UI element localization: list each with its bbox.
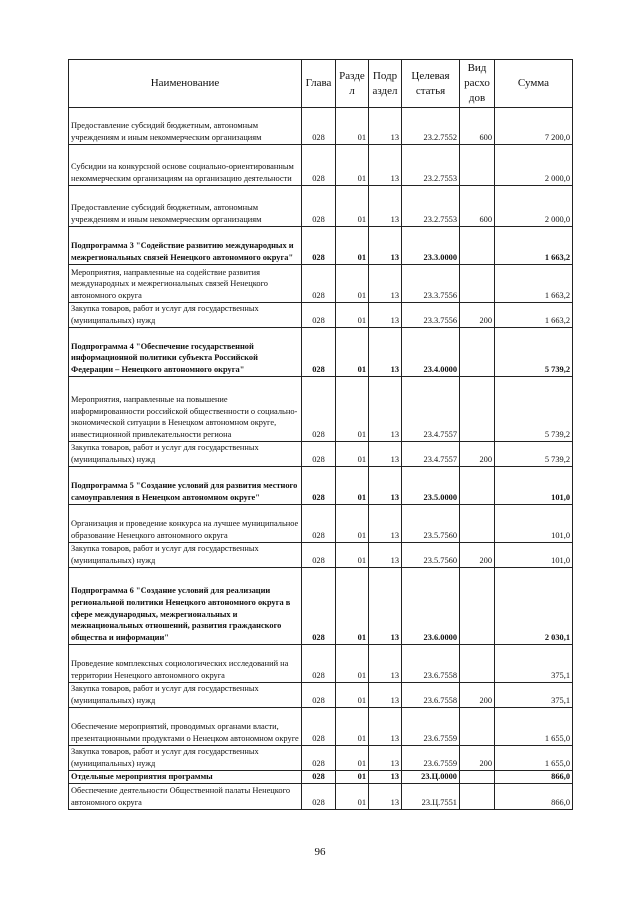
row-subsection: 13 (369, 186, 402, 227)
row-subsection: 13 (369, 683, 402, 708)
row-target: 23.Ц.0000 (402, 771, 460, 784)
row-subsection: 13 (369, 568, 402, 645)
table-row (69, 186, 573, 227)
row-type (460, 328, 495, 377)
row-subsection: 13 (369, 645, 402, 683)
row-chapter: 028 (302, 543, 336, 568)
row-subsection: 13 (369, 328, 402, 377)
row-subsection: 13 (369, 145, 402, 186)
table-row-subprogram (69, 227, 573, 265)
header-name: Наименование (69, 60, 302, 108)
row-sum: 1 655,0 (495, 746, 573, 771)
row-chapter: 028 (302, 771, 336, 784)
row-chapter: 028 (302, 186, 336, 227)
table-row-separate-measures (69, 771, 573, 784)
row-type: 200 (460, 442, 495, 467)
header-target: Целевая статья (402, 60, 460, 108)
row-section: 01 (336, 746, 369, 771)
row-type (460, 227, 495, 265)
table-row (69, 303, 573, 328)
row-sum: 5 739,2 (495, 328, 573, 377)
row-subsection: 13 (369, 227, 402, 265)
row-name: Подпрограмма 4 "Обеспечение государственной информационной политики субъекта Российской Федерации – Ненецкого автономного округа" (69, 328, 302, 377)
row-chapter: 028 (302, 145, 336, 186)
row-chapter: 028 (302, 442, 336, 467)
row-type (460, 467, 495, 505)
row-subsection: 13 (369, 505, 402, 543)
row-subsection: 13 (369, 108, 402, 145)
row-name: Закупка товаров, работ и услуг для государственных (муниципальных) нужд (69, 683, 302, 708)
row-name: Организация и проведение конкурса на лучшее муниципальное образование Ненецкого автономного округа (69, 505, 302, 543)
row-target: 23.4.7557 (402, 377, 460, 442)
row-section: 01 (336, 771, 369, 784)
row-type: 200 (460, 543, 495, 568)
row-section: 01 (336, 568, 369, 645)
row-chapter: 028 (302, 108, 336, 145)
table-row (69, 543, 573, 568)
row-section: 01 (336, 784, 369, 810)
row-target: 23.6.7558 (402, 683, 460, 708)
row-subsection: 13 (369, 543, 402, 568)
row-target: 23.4.7557 (402, 442, 460, 467)
row-type (460, 505, 495, 543)
row-target: 23.3.7556 (402, 265, 460, 303)
row-sum: 375,1 (495, 645, 573, 683)
header-section: Разде л (336, 60, 369, 108)
table-row (69, 505, 573, 543)
row-subsection: 13 (369, 746, 402, 771)
row-type (460, 708, 495, 746)
row-sum: 101,0 (495, 505, 573, 543)
row-type: 200 (460, 683, 495, 708)
row-name: Предоставление субсидий бюджетным, автономным учреждениям и иным некоммерческим организациям (69, 186, 302, 227)
row-sum: 1 655,0 (495, 708, 573, 746)
row-type (460, 377, 495, 442)
row-type (460, 645, 495, 683)
header-chapter: Глава (302, 60, 336, 108)
row-chapter: 028 (302, 784, 336, 810)
row-chapter: 028 (302, 467, 336, 505)
row-type: 600 (460, 186, 495, 227)
row-section: 01 (336, 467, 369, 505)
table-row-subprogram (69, 328, 573, 377)
row-sum: 1 663,2 (495, 265, 573, 303)
row-target: 23.3.0000 (402, 227, 460, 265)
row-section: 01 (336, 708, 369, 746)
row-subsection: 13 (369, 784, 402, 810)
row-section: 01 (336, 543, 369, 568)
row-target: 23.5.7560 (402, 505, 460, 543)
row-sum: 1 663,2 (495, 303, 573, 328)
page-number: 96 (314, 846, 326, 858)
row-target: 23.3.7556 (402, 303, 460, 328)
row-name: Закупка товаров, работ и услуг для государственных (муниципальных) нужд (69, 746, 302, 771)
row-type (460, 265, 495, 303)
row-type: 200 (460, 303, 495, 328)
row-subsection: 13 (369, 442, 402, 467)
row-subsection: 13 (369, 303, 402, 328)
row-target: 23.6.7559 (402, 746, 460, 771)
row-subsection: 13 (369, 771, 402, 784)
row-sum: 101,0 (495, 543, 573, 568)
table-row (69, 442, 573, 467)
row-subsection: 13 (369, 467, 402, 505)
row-name: Закупка товаров, работ и услуг для государственных (муниципальных) нужд (69, 442, 302, 467)
row-sum: 5 739,2 (495, 377, 573, 442)
table-row (69, 683, 573, 708)
row-section: 01 (336, 442, 369, 467)
table-row-subprogram (69, 568, 573, 645)
table-row (69, 145, 573, 186)
row-target: 23.5.7560 (402, 543, 460, 568)
row-section: 01 (336, 145, 369, 186)
row-section: 01 (336, 186, 369, 227)
table-row (69, 108, 573, 145)
row-section: 01 (336, 505, 369, 543)
row-chapter: 028 (302, 377, 336, 442)
row-sum: 2 000,0 (495, 145, 573, 186)
row-name: Закупка товаров, работ и услуг для государственных (муниципальных) нужд (69, 543, 302, 568)
row-chapter: 028 (302, 265, 336, 303)
row-sum: 2 030,1 (495, 568, 573, 645)
row-name: Подпрограмма 5 "Создание условий для развития местного самоуправления в Ненецком автономном округе" (69, 467, 302, 505)
row-subsection: 13 (369, 265, 402, 303)
row-name: Предоставление субсидий бюджетным, автономным учреждениям и иным некоммерческим организациям (69, 108, 302, 145)
row-section: 01 (336, 303, 369, 328)
row-sum: 375,1 (495, 683, 573, 708)
row-section: 01 (336, 328, 369, 377)
row-sum: 2 000,0 (495, 186, 573, 227)
header-type: Вид расхо дов (460, 60, 495, 108)
row-section: 01 (336, 683, 369, 708)
row-chapter: 028 (302, 683, 336, 708)
table-row (69, 377, 573, 442)
table-row (69, 746, 573, 771)
row-target: 23.Ц.7551 (402, 784, 460, 810)
row-name: Обеспечение деятельности Общественной палаты Ненецкого автономного округа (69, 784, 302, 810)
row-type (460, 568, 495, 645)
table-header-row (69, 60, 573, 108)
row-section: 01 (336, 227, 369, 265)
row-chapter: 028 (302, 303, 336, 328)
table-row (69, 265, 573, 303)
row-target: 23.2.7553 (402, 145, 460, 186)
row-name: Закупка товаров, работ и услуг для государственных (муниципальных) нужд (69, 303, 302, 328)
table-row (69, 645, 573, 683)
row-type (460, 771, 495, 784)
budget-table (68, 59, 573, 810)
row-chapter: 028 (302, 746, 336, 771)
row-target: 23.5.0000 (402, 467, 460, 505)
row-sum: 101,0 (495, 467, 573, 505)
row-sum: 866,0 (495, 784, 573, 810)
row-name: Подпрограмма 6 "Создание условий для реализации региональной политики Ненецкого автономного округа в сфере международных, межрегиональных и межнациональных отношений, развития гражданского общества и информации" (69, 568, 302, 645)
table-row-subprogram (69, 467, 573, 505)
row-chapter: 028 (302, 328, 336, 377)
row-section: 01 (336, 377, 369, 442)
row-section: 01 (336, 645, 369, 683)
row-name: Обеспечение мероприятий, проводимых органами власти, презентационными продуктами о Ненецком автономном округе (69, 708, 302, 746)
row-chapter: 028 (302, 505, 336, 543)
row-name: Субсидии на конкурсной основе социально-ориентированным некоммерческим организациям на организацию деятельности (69, 145, 302, 186)
row-type: 200 (460, 746, 495, 771)
table-row (69, 708, 573, 746)
row-name: Проведение комплексных социологических исследований на территории Ненецкого автономного округа (69, 645, 302, 683)
row-sum: 7 200,0 (495, 108, 573, 145)
row-target: 23.6.0000 (402, 568, 460, 645)
row-type: 600 (460, 108, 495, 145)
row-subsection: 13 (369, 377, 402, 442)
row-target: 23.6.7558 (402, 645, 460, 683)
header-subsection: Подр аздел (369, 60, 402, 108)
row-type (460, 145, 495, 186)
row-sum: 5 739,2 (495, 442, 573, 467)
row-target: 23.6.7559 (402, 708, 460, 746)
row-section: 01 (336, 108, 369, 145)
row-type (460, 784, 495, 810)
row-sum: 1 663,2 (495, 227, 573, 265)
table-row (69, 784, 573, 810)
row-target: 23.2.7553 (402, 186, 460, 227)
row-name: Мероприятия, направленные на повышение информированности российской общественности о социально-экономической ситуации в Ненецком автономном округе, инвестиционной привлекательности региона (69, 377, 302, 442)
row-name: Мероприятия, направленные на содействие развития международных и межрегиональных связей Ненецкого автономного округа (69, 265, 302, 303)
row-subsection: 13 (369, 708, 402, 746)
row-target: 23.4.0000 (402, 328, 460, 377)
row-chapter: 028 (302, 568, 336, 645)
row-chapter: 028 (302, 227, 336, 265)
row-section: 01 (336, 265, 369, 303)
row-name: Подпрограмма 3 "Содействие развитию международных и межрегиональных связей Ненецкого автономного округа" (69, 227, 302, 265)
row-target: 23.2.7552 (402, 108, 460, 145)
header-sum: Сумма (495, 60, 573, 108)
row-chapter: 028 (302, 645, 336, 683)
row-chapter: 028 (302, 708, 336, 746)
row-name: Отдельные мероприятия программы (69, 771, 302, 784)
row-sum: 866,0 (495, 771, 573, 784)
